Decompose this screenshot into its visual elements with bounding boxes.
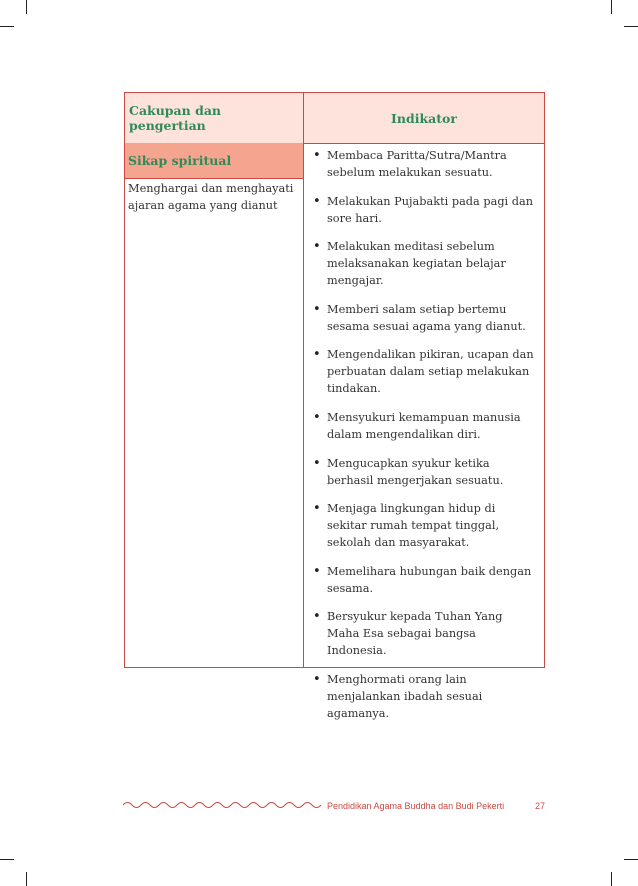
definition-text: Menghargai dan menghayati ajaran agama yang dianut (128, 182, 294, 212)
table-header-row (125, 93, 544, 144)
indicator-item: • Menghormati orang lain menjalankan ibadah sesuai agamanya. (303, 671, 535, 722)
indicator-list (303, 147, 535, 734)
header-scope: Cakupan dan pengertian (129, 103, 222, 133)
indicator-item: • Melakukan meditasi sebelum melaksanakan kegiatan belajar mengajar. (303, 238, 535, 289)
indicator-item: • Menjaga lingkungan hidup di sekitar rumah tempat tinggal, sekolah dan masyarakat. (303, 500, 535, 551)
indicator-item: • Mensyukuri kemampuan manusia dalam mengendalikan diri. (303, 409, 535, 443)
indicator-item: • Bersyukur kepada Tuhan Yang Maha Esa sebagai bangsa Indonesia. (303, 608, 535, 659)
indicator-table (124, 92, 545, 720)
category-cell: Sikap spiritual (125, 143, 303, 179)
indicator-item: • Mengucapkan syukur ketika berhasil mengerjakan sesuatu. (303, 455, 535, 489)
indicator-item: • Memelihara hubungan baik dengan sesama. (303, 563, 535, 597)
crop-mark-bottom-left-v (26, 872, 27, 886)
crop-mark-top-right-h (624, 26, 638, 27)
indicator-item: • Mengendalikan pikiran, ucapan dan perbuatan dalam setiap melakukan tindakan. (303, 346, 535, 397)
header-indicator: Indikator (391, 110, 457, 126)
crop-mark-top-left-h (0, 26, 14, 27)
crop-mark-top-right-v (611, 0, 612, 14)
footer-book-title: Pendidikan Agama Buddha dan Budi Pekerti (327, 801, 505, 811)
indicator-item: • Melakukan Pujabakti pada pagi dan sore hari. (303, 193, 535, 227)
crop-mark-top-left-v (26, 0, 27, 14)
crop-mark-bottom-left-h (0, 859, 14, 860)
crop-mark-bottom-right-h (624, 859, 638, 860)
page-number: 27 (535, 801, 546, 811)
crop-mark-bottom-right-v (611, 872, 612, 886)
footer-wave-decoration (123, 800, 321, 810)
indicator-item: • Membaca Paritta/Sutra/Mantra sebelum melakukan sesuatu. (303, 147, 535, 181)
indicator-item: • Memberi salam setiap bertemu sesama sesuai agama yang dianut. (303, 301, 535, 335)
